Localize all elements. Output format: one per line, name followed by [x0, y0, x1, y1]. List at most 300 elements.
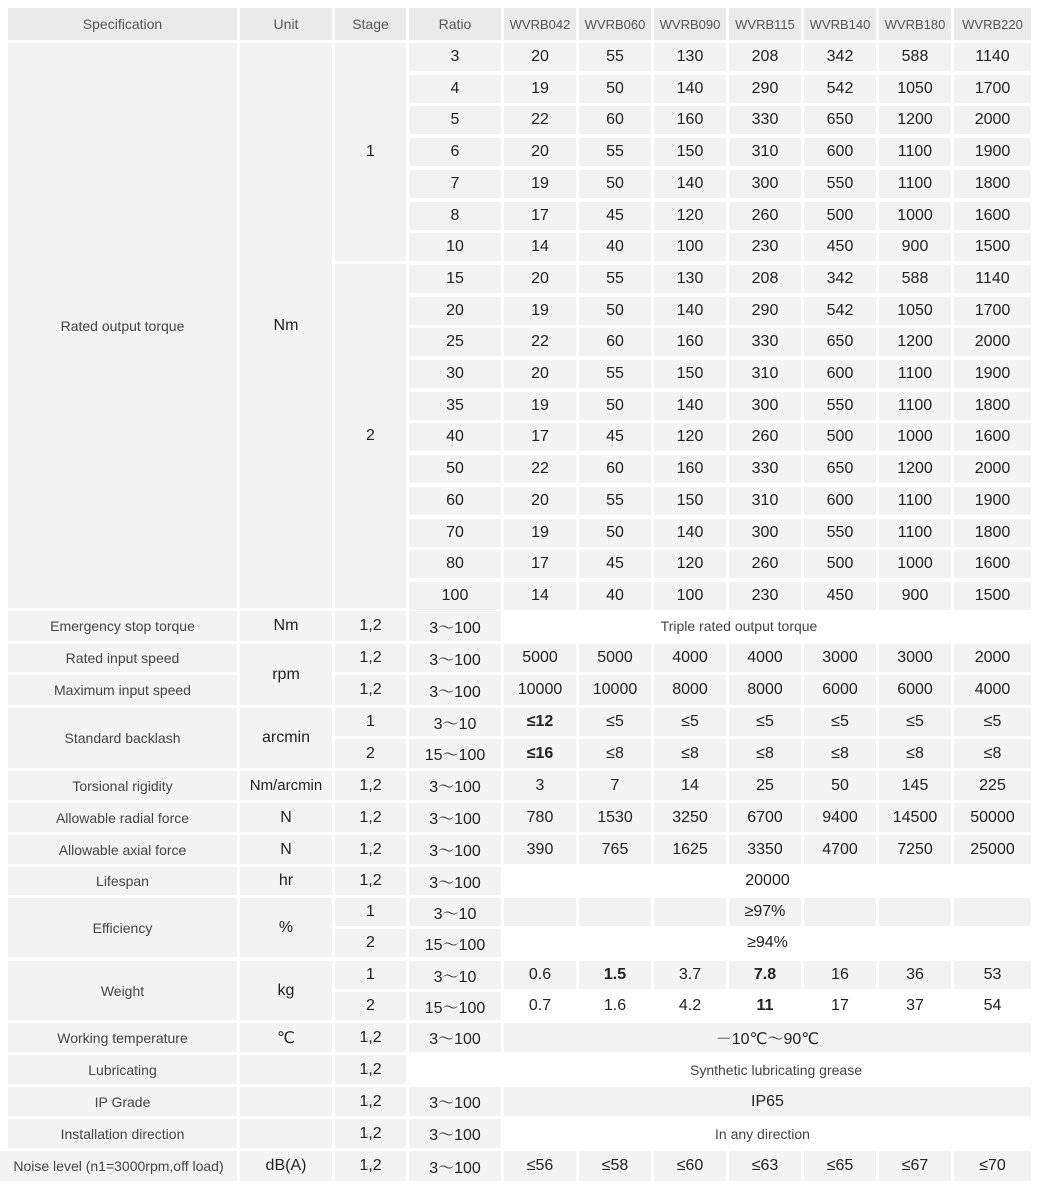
torque-value-cell: 1100 [879, 170, 951, 198]
torque-value-cell: 50 [579, 519, 651, 547]
value-cell: ≤8 [954, 739, 1031, 768]
torque-value-cell: 1800 [954, 392, 1031, 420]
ratio-cell: 4 [409, 75, 501, 103]
ratio-cell: 6 [409, 138, 501, 166]
value-cell: 6700 [729, 803, 801, 832]
torque-value-cell: 150 [654, 487, 726, 515]
stage-cell: 1 [335, 961, 406, 989]
value-cell [954, 898, 1031, 926]
torque-value-cell: 260 [729, 202, 801, 230]
ratio-cell: 3～100 [409, 1087, 501, 1116]
stage-cell: 1,2 [335, 1087, 406, 1116]
ratio-cell: 8 [409, 202, 501, 230]
value-cell: 50 [804, 771, 876, 800]
ratio-cell: 60 [409, 487, 501, 515]
torque-value-cell: 140 [654, 170, 726, 198]
torque-value-cell: 900 [879, 233, 951, 261]
torque-value-cell: 140 [654, 75, 726, 103]
ratio-cell: 3～100 [409, 1151, 501, 1181]
torque-value-cell: 19 [504, 297, 576, 325]
spec-label-allowable-axial-force: Allowable axial force [8, 835, 237, 864]
ratio-cell: 40 [409, 423, 501, 451]
torque-value-cell: 60 [579, 328, 651, 356]
ratio-cell: 3～100 [409, 803, 501, 832]
torque-value-cell: 50 [579, 392, 651, 420]
unit-cell: Nm/arcmin [240, 771, 332, 800]
ratio-cell: 3～100 [409, 771, 501, 800]
torque-value-cell: 1200 [879, 106, 951, 134]
ratio-cell: 3～100 [409, 1023, 501, 1052]
value-cell: 14 [654, 771, 726, 800]
ratio-cell: 7 [409, 170, 501, 198]
torque-value-cell: 1600 [954, 550, 1031, 578]
torque-value-cell: 500 [804, 550, 876, 578]
torque-value-cell: 17 [504, 550, 576, 578]
header-model: WVRB060 [579, 8, 651, 40]
ratio-cell: 15～100 [409, 929, 501, 957]
value-cell: 8000 [729, 675, 801, 705]
torque-value-cell: 500 [804, 202, 876, 230]
value-cell: 145 [879, 771, 951, 800]
value-cell [654, 898, 726, 926]
torque-value-cell: 40 [579, 582, 651, 610]
torque-value-cell: 600 [804, 138, 876, 166]
value-cell: 54 [983, 997, 1002, 1014]
unit-cell: Nm [240, 611, 332, 641]
torque-value-cell: 1200 [879, 455, 951, 483]
spec-label-standard-backlash: Standard backlash [8, 708, 237, 768]
torque-value-cell: 550 [804, 519, 876, 547]
torque-value-cell: 1140 [954, 265, 1031, 293]
spec-label-rated-input-speed: Rated input speed [8, 644, 237, 672]
torque-value-cell: 1600 [954, 202, 1031, 230]
torque-value-cell: 300 [729, 519, 801, 547]
torque-value-cell: 1000 [879, 423, 951, 451]
stage-cell: 1,2 [335, 771, 406, 800]
stage-cell: 1,2 [335, 644, 406, 672]
header-model: WVRB180 [879, 8, 951, 40]
value-cell: 16 [804, 961, 876, 989]
ratio-cell: 3～100 [409, 644, 501, 672]
spec-label-lubricating: Lubricating [8, 1055, 237, 1084]
torque-value-cell: 650 [804, 328, 876, 356]
ratio-cell: 80 [409, 550, 501, 578]
value-cell: 3000 [804, 644, 876, 672]
stage-cell: 1 [335, 898, 406, 926]
spec-label-installation-direction: Installation direction [8, 1119, 237, 1148]
value-cell: ≤5 [579, 708, 651, 736]
ratio-cell: 3～10 [409, 898, 501, 926]
value-cell: 7.8 [729, 961, 801, 989]
unit-cell: N [240, 835, 332, 864]
value-cell: 2000 [954, 644, 1031, 672]
value-cell: 37 [906, 997, 924, 1014]
spec-label-weight: Weight [8, 961, 237, 1020]
torque-value-cell: 19 [504, 519, 576, 547]
torque-value-cell: 140 [654, 297, 726, 325]
torque-value-cell: 1100 [879, 487, 951, 515]
value-cell: ≤65 [804, 1151, 876, 1181]
ratio-cell: 3～100 [409, 611, 501, 641]
unit-cell: dB(A) [240, 1151, 332, 1181]
spec-label-torsional-rigidity: Torsional rigidity [8, 771, 237, 800]
torque-value-cell: 20 [504, 487, 576, 515]
torque-value-cell: 1000 [879, 202, 951, 230]
torque-value-cell: 342 [804, 43, 876, 71]
header-ratio: Ratio [409, 8, 501, 40]
torque-value-cell: 120 [654, 423, 726, 451]
value-cell: 5000 [504, 644, 576, 672]
value-cell: 17 [831, 997, 849, 1014]
value-cell: ≤12 [504, 708, 576, 736]
torque-value-cell: 650 [804, 106, 876, 134]
torque-value-cell: 22 [504, 106, 576, 134]
ratio-cell: 3～100 [409, 675, 501, 705]
torque-value-cell: 1900 [954, 138, 1031, 166]
value-cell: 53 [954, 961, 1031, 989]
torque-value-cell: 55 [579, 43, 651, 71]
ratio-cell: 3～10 [409, 708, 501, 736]
value-cell: 6000 [804, 675, 876, 705]
torque-value-cell: 19 [504, 392, 576, 420]
stage-cell: 1,2 [335, 611, 406, 641]
stage-cell: 1,2 [335, 1023, 406, 1052]
torque-value-cell: 1800 [954, 519, 1031, 547]
torque-value-cell: 260 [729, 423, 801, 451]
ratio-cell: 5 [409, 106, 501, 134]
value-cell: 1625 [654, 835, 726, 864]
torque-value-cell: 600 [804, 360, 876, 388]
value-cell: ≤60 [654, 1151, 726, 1181]
spec-label-emergency-stop-torque: Emergency stop torque [8, 611, 237, 641]
emergency-stop-value: Triple rated output torque [660, 618, 818, 634]
ratio-cell: 3～100 [409, 1119, 501, 1148]
torque-value-cell: 2000 [954, 106, 1031, 134]
value-cell: 11 [756, 997, 774, 1014]
value-cell: ≤56 [504, 1151, 576, 1181]
value-cell: ≤70 [954, 1151, 1031, 1181]
torque-value-cell: 310 [729, 360, 801, 388]
value-cell: 6000 [879, 675, 951, 705]
torque-value-cell: 330 [729, 455, 801, 483]
unit-cell: arcmin [240, 708, 332, 768]
torque-value-cell: 160 [654, 328, 726, 356]
torque-value-cell: 230 [729, 233, 801, 261]
torque-value-cell: 19 [504, 170, 576, 198]
unit-cell [240, 1119, 332, 1148]
spec-label-efficiency: Efficiency [8, 898, 237, 957]
value-cell: 3.7 [654, 961, 726, 989]
torque-value-cell: 120 [654, 550, 726, 578]
installation-direction-value: In any direction [715, 1125, 810, 1142]
torque-value-cell: 14 [504, 582, 576, 610]
value-cell: ≤16 [504, 739, 576, 768]
unit-cell: ℃ [240, 1023, 332, 1052]
torque-value-cell: 50 [579, 297, 651, 325]
value-cell: ≤5 [879, 708, 951, 736]
torque-value-cell: 140 [654, 392, 726, 420]
torque-value-cell: 300 [729, 392, 801, 420]
value-cell: ≤8 [729, 739, 801, 768]
value-cell: ≤5 [804, 708, 876, 736]
torque-value-cell: 45 [579, 423, 651, 451]
stage-cell: 1,2 [335, 1055, 406, 1084]
torque-value-cell: 588 [879, 265, 951, 293]
stage-cell: 2 [335, 929, 406, 957]
value-cell: ≤8 [579, 739, 651, 768]
unit-cell: hr [240, 867, 332, 895]
value-cell: 9400 [804, 803, 876, 832]
torque-value-cell: 1900 [954, 360, 1031, 388]
value-cell: ≤8 [879, 739, 951, 768]
value-cell: 0.7 [528, 997, 552, 1014]
ratio-cell: 30 [409, 360, 501, 388]
torque-value-cell: 140 [654, 519, 726, 547]
stage-cell: 2 [335, 264, 406, 608]
spec-label-rated-output-torque: Rated output torque [8, 43, 237, 608]
value-cell: 4000 [954, 675, 1031, 705]
header-model: WVRB090 [654, 8, 726, 40]
stage-cell: 1,2 [335, 835, 406, 864]
torque-value-cell: 130 [654, 43, 726, 71]
torque-value-cell: 542 [804, 75, 876, 103]
value-cell: 25 [729, 771, 801, 800]
value-cell: 0.6 [504, 961, 576, 989]
stage-cell: 1 [335, 708, 406, 736]
header-specification: Specification [8, 8, 237, 40]
value-cell: 3250 [654, 803, 726, 832]
torque-value-cell: 260 [729, 550, 801, 578]
torque-value-cell: 208 [729, 43, 801, 71]
value-cell: 1.5 [579, 961, 651, 989]
ratio-cell: 10 [409, 233, 501, 261]
torque-value-cell: 2000 [954, 328, 1031, 356]
value-cell: 14500 [879, 803, 951, 832]
value-cell: 1530 [579, 803, 651, 832]
torque-value-cell: 650 [804, 455, 876, 483]
spec-label-lifespan: Lifespan [8, 867, 237, 895]
torque-value-cell: 130 [654, 265, 726, 293]
torque-value-cell: 50 [579, 75, 651, 103]
torque-value-cell: 1200 [879, 328, 951, 356]
torque-value-cell: 17 [504, 423, 576, 451]
stage-cell: 1,2 [335, 1151, 406, 1181]
value-cell: 390 [504, 835, 576, 864]
torque-value-cell: 55 [579, 360, 651, 388]
torque-value-cell: 1050 [879, 297, 951, 325]
torque-value-cell: 14 [504, 233, 576, 261]
header-stage: Stage [335, 8, 406, 40]
value-cell: 1.6 [603, 997, 627, 1014]
value-cell: 25000 [954, 835, 1031, 864]
value-cell: ≤5 [954, 708, 1031, 736]
stage-cell: 1,2 [335, 1119, 406, 1148]
torque-value-cell: 1100 [879, 519, 951, 547]
unit-cell: N [240, 803, 332, 832]
torque-value-cell: 1500 [954, 233, 1031, 261]
ratio-cell: 35 [409, 392, 501, 420]
ratio-cell: 15～100 [409, 992, 501, 1020]
torque-value-cell: 330 [729, 106, 801, 134]
torque-value-cell: 290 [729, 297, 801, 325]
value-cell: 4.2 [678, 997, 702, 1014]
torque-value-cell: 50 [579, 170, 651, 198]
value-cell: ≤63 [729, 1151, 801, 1181]
efficiency-stage1-value: ≥97% [729, 898, 801, 926]
header-unit: Unit [240, 8, 332, 40]
torque-value-cell: 1700 [954, 297, 1031, 325]
torque-value-cell: 230 [729, 582, 801, 610]
torque-value-cell: 542 [804, 297, 876, 325]
value-cell: 3 [504, 771, 576, 800]
spec-label-maximum-input-speed: Maximum input speed [8, 675, 237, 705]
header-model: WVRB140 [804, 8, 876, 40]
value-cell: ≤5 [729, 708, 801, 736]
torque-value-cell: 45 [579, 550, 651, 578]
torque-value-cell: 550 [804, 170, 876, 198]
lifespan-value: 20000 [745, 872, 790, 889]
ratio-cell: 70 [409, 519, 501, 547]
torque-value-cell: 55 [579, 265, 651, 293]
torque-value-cell: 160 [654, 455, 726, 483]
ratio-cell: 3～10 [409, 961, 501, 989]
torque-value-cell: 20 [504, 360, 576, 388]
ip-grade-value: IP65 [504, 1087, 1031, 1116]
torque-value-cell: 2000 [954, 455, 1031, 483]
header-model: WVRB042 [504, 8, 576, 40]
value-cell: 7250 [879, 835, 951, 864]
value-cell: 10000 [504, 675, 576, 705]
value-cell: 3350 [729, 835, 801, 864]
spec-label-working-temperature: Working temperature [8, 1023, 237, 1052]
torque-value-cell: 19 [504, 75, 576, 103]
torque-value-cell: 20 [504, 43, 576, 71]
value-cell: 10000 [579, 675, 651, 705]
torque-value-cell: 1700 [954, 75, 1031, 103]
value-cell: 50000 [954, 803, 1031, 832]
torque-value-cell: 300 [729, 170, 801, 198]
unit-cell: % [240, 898, 332, 957]
ratio-cell: 3 [409, 43, 501, 71]
torque-value-cell: 1000 [879, 550, 951, 578]
torque-value-cell: 342 [804, 265, 876, 293]
value-cell: ≤8 [654, 739, 726, 768]
value-cell: 780 [504, 803, 576, 832]
stage-cell: 2 [335, 739, 406, 768]
stage-cell: 1,2 [335, 867, 406, 895]
ratio-cell: 100 [409, 582, 501, 610]
torque-value-cell: 60 [579, 455, 651, 483]
value-cell: 4000 [654, 644, 726, 672]
stage-cell: 1 [335, 43, 406, 261]
value-cell: ≤8 [804, 739, 876, 768]
value-cell: ≤58 [579, 1151, 651, 1181]
torque-value-cell: 45 [579, 202, 651, 230]
stage-cell: 2 [335, 992, 406, 1020]
torque-value-cell: 208 [729, 265, 801, 293]
torque-value-cell: 450 [804, 582, 876, 610]
value-cell: 7 [579, 771, 651, 800]
value-cell: ≤5 [654, 708, 726, 736]
torque-value-cell: 1800 [954, 170, 1031, 198]
ratio-cell: 20 [409, 297, 501, 325]
stage-cell: 1,2 [335, 803, 406, 832]
torque-value-cell: 600 [804, 487, 876, 515]
ratio-cell: 25 [409, 328, 501, 356]
lubricating-value: Synthetic lubricating grease [690, 1061, 862, 1078]
value-cell: 5000 [579, 644, 651, 672]
spec-label-allowable-radial-force: Allowable radial force [8, 803, 237, 832]
torque-value-cell: 450 [804, 233, 876, 261]
torque-value-cell: 310 [729, 138, 801, 166]
torque-value-cell: 310 [729, 487, 801, 515]
torque-value-cell: 1140 [954, 43, 1031, 71]
ratio-cell: 15 [409, 265, 501, 293]
torque-value-cell: 588 [879, 43, 951, 71]
value-cell [879, 898, 951, 926]
value-cell: 4700 [804, 835, 876, 864]
torque-value-cell: 17 [504, 202, 576, 230]
working-temperature-value: －10℃～90℃ [504, 1023, 1031, 1052]
unit-rated-output-torque: Nm [240, 43, 332, 608]
header-model: WVRB220 [954, 8, 1031, 40]
torque-value-cell: 20 [504, 265, 576, 293]
torque-value-cell: 550 [804, 392, 876, 420]
value-cell: 8000 [654, 675, 726, 705]
stage-cell: 1,2 [335, 675, 406, 705]
value-cell [579, 898, 651, 926]
value-cell: 36 [879, 961, 951, 989]
torque-value-cell: 100 [654, 233, 726, 261]
spec-label-ip-grade: IP Grade [8, 1087, 237, 1116]
value-cell: ≤67 [879, 1151, 951, 1181]
torque-value-cell: 1100 [879, 138, 951, 166]
torque-value-cell: 1900 [954, 487, 1031, 515]
value-cell [504, 898, 576, 926]
spec-label-noise-level: Noise level (n1=3000rpm,off load) [0, 1151, 237, 1181]
unit-cell [240, 1087, 332, 1116]
torque-value-cell: 20 [504, 138, 576, 166]
value-cell [804, 898, 876, 926]
unit-cell: rpm [240, 644, 332, 705]
value-cell: 765 [579, 835, 651, 864]
torque-value-cell: 55 [579, 487, 651, 515]
torque-value-cell: 160 [654, 106, 726, 134]
ratio-cell: 3～100 [409, 835, 501, 864]
torque-value-cell: 500 [804, 423, 876, 451]
ratio-cell: 50 [409, 455, 501, 483]
torque-value-cell: 290 [729, 75, 801, 103]
value-cell: 4000 [729, 644, 801, 672]
torque-value-cell: 55 [579, 138, 651, 166]
torque-value-cell: 1100 [879, 392, 951, 420]
unit-cell: kg [240, 961, 332, 1020]
ratio-cell: 3～100 [409, 867, 501, 895]
header-model: WVRB115 [729, 8, 801, 40]
torque-value-cell: 1050 [879, 75, 951, 103]
torque-value-cell: 22 [504, 328, 576, 356]
torque-value-cell: 60 [579, 106, 651, 134]
value-cell: 225 [954, 771, 1031, 800]
torque-value-cell: 150 [654, 360, 726, 388]
unit-cell [240, 1055, 332, 1084]
ratio-cell: 15～100 [409, 739, 501, 768]
value-cell: 3000 [879, 644, 951, 672]
torque-value-cell: 330 [729, 328, 801, 356]
efficiency-stage2-value: ≥94% [747, 934, 788, 951]
torque-value-cell: 150 [654, 138, 726, 166]
torque-value-cell: 1500 [954, 582, 1031, 610]
